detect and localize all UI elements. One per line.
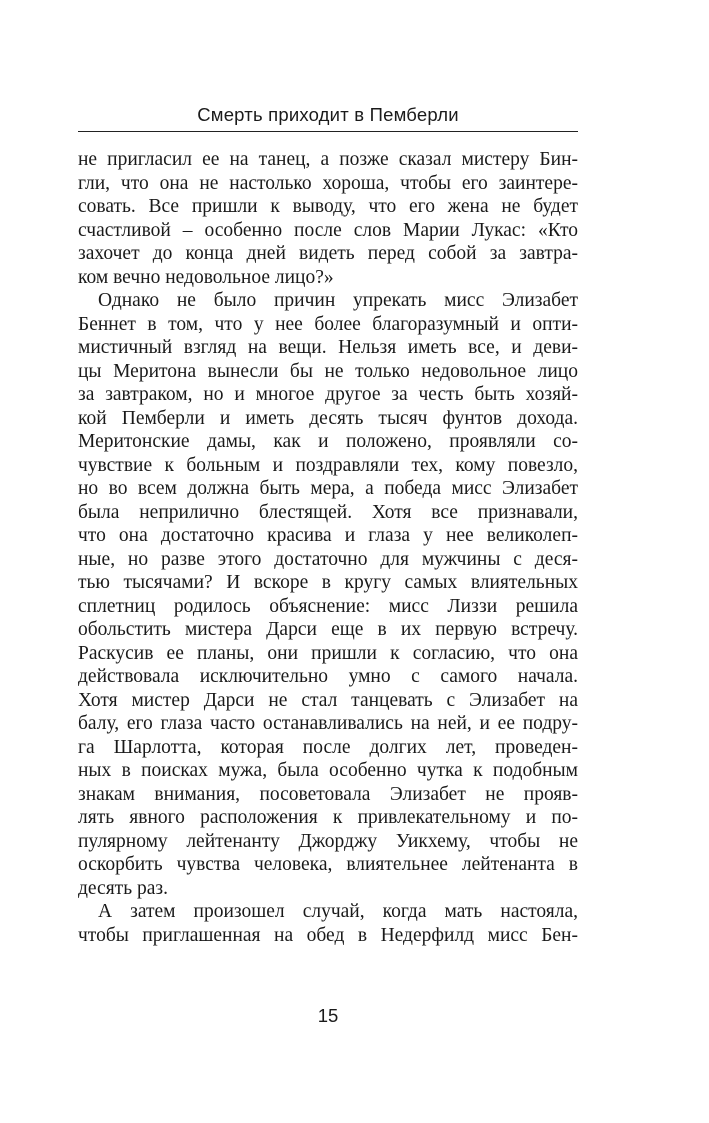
text-line: чтобы приглашенная на обед в Недерфилд мисс Бен- bbox=[78, 924, 578, 946]
text-line: га Шарлотта, которая после долгих лет, проведен- bbox=[78, 736, 578, 758]
text-line: счастливой – особенно после слов Марии Лукас: «Кто bbox=[78, 219, 578, 241]
paragraph-first-line: Однако не было причин упрекать мисс Элизабет bbox=[98, 290, 578, 311]
text-line: но во всем должна быть мера, а победа мисс Элизабет bbox=[78, 478, 578, 499]
text-line: знакам внимания, посоветовала Элизабет не прояв- bbox=[78, 783, 578, 805]
text-line: Хотя мистер Дарси не стал танцевать с Элизабет на bbox=[78, 689, 578, 711]
body-text bbox=[78, 148, 578, 947]
text-line: совать. Все пришли к выводу, что его жена не будет bbox=[78, 196, 578, 217]
text-line: ные, но разве этого достаточно для мужчины с деся- bbox=[78, 548, 578, 570]
text-line: гли, что она не настолько хороша, чтобы его заинтере- bbox=[78, 172, 578, 194]
text-line: десять раз. bbox=[78, 877, 168, 899]
text-line: лять явного расположения к привлекательному и по- bbox=[78, 807, 578, 828]
text-line: Беннет в том, что у нее более благоразумный и опти- bbox=[78, 313, 578, 335]
text-line: что она достаточно красива и глаза у нее великолеп- bbox=[78, 525, 578, 546]
text-line: чувствие к больным и поздравляли тех, кому повезло, bbox=[78, 454, 578, 476]
text-line: оскорбить чувства человека, влиятельнее лейтенанта в bbox=[78, 854, 578, 875]
page-number: 15 bbox=[317, 1005, 339, 1026]
text-line: балу, его глаза часто останавливались на ней, и ее подру- bbox=[78, 713, 578, 734]
text-line: ком вечно недовольное лицо?» bbox=[78, 266, 334, 288]
paragraph-first-line: А затем произошел случай, когда мать настояла, bbox=[98, 901, 578, 922]
text-line: Меритонские дамы, как и положено, проявляли со- bbox=[78, 431, 578, 452]
text-line: тью тысячами? И вскоре в кругу самых влиятельных bbox=[78, 572, 578, 593]
text-line: кой Пемберли и иметь десять тысяч фунтов дохода. bbox=[78, 407, 578, 429]
text-line: ных в поисках мужа, была особенно чутка к подобным bbox=[78, 760, 578, 781]
text-line: захочет до конца дней видеть перед собой за завтра- bbox=[78, 243, 578, 264]
text-line: действовала исключительно умно с самого начала. bbox=[78, 666, 578, 687]
text-line: цы Меритона вынесли бы не только недовольное лицо bbox=[78, 360, 578, 382]
text-line: обольстить мистера Дарси еще в их первую встречу. bbox=[78, 619, 578, 640]
running-head: Смерть приходит в Пемберли bbox=[197, 104, 459, 125]
text-line: за завтраком, но и многое другое за честь быть хозяй- bbox=[78, 384, 578, 405]
text-line: пулярному лейтенанту Джорджу Уикхему, чтобы не bbox=[78, 830, 578, 852]
header-rule bbox=[78, 131, 578, 132]
text-line: Раскусив ее планы, они пришли к согласию, что она bbox=[78, 642, 578, 664]
text-line: мистичный взгляд на вещи. Нельзя иметь все, и деви- bbox=[78, 337, 578, 358]
text-line: не пригласил ее на танец, а позже сказал мистеру Бин- bbox=[78, 149, 578, 170]
text-line: сплетниц родилось объяснение: мисс Лиззи решила bbox=[78, 595, 578, 617]
text-line: была неприлично блестящей. Хотя все признавали, bbox=[78, 501, 578, 523]
